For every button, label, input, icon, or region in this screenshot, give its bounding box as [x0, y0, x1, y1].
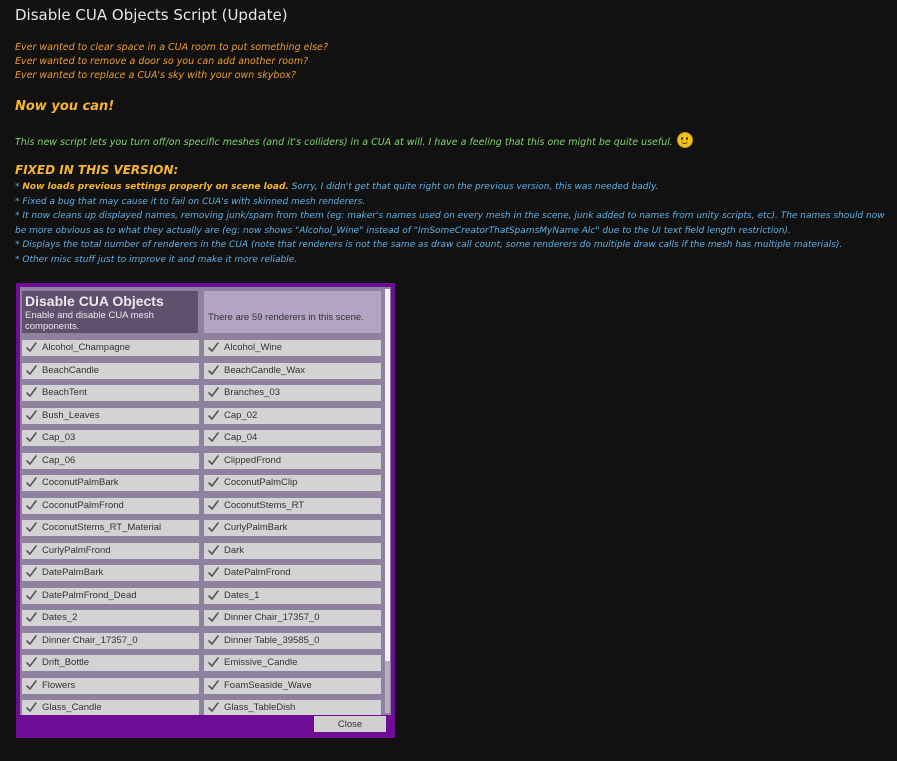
checkmark-icon[interactable]	[207, 701, 220, 714]
mesh-toggle[interactable]	[204, 340, 381, 356]
scrollbar-thumb[interactable]	[385, 289, 390, 661]
mesh-toggle[interactable]	[204, 498, 381, 514]
mesh-toggle[interactable]	[22, 700, 199, 715]
checkmark-icon[interactable]	[207, 341, 220, 354]
mesh-toggle[interactable]	[22, 385, 199, 401]
checkmark-icon[interactable]	[207, 544, 220, 557]
checkmark-icon[interactable]	[207, 679, 220, 692]
mesh-toggle[interactable]	[22, 565, 199, 581]
checkmark-icon[interactable]	[25, 409, 38, 422]
fix-item: * It now cleans up displayed names, removing junk/spam from them (eg: maker's names used on every mesh in the scene, junk added to names from unity scripts, etc). The names should now be more obvious as to what they actually are (eg: now shows "Alcohol_Wine" instead of "ImSomeCreatorThatSpamsMyName Alc" due to the UI text field length restriction).	[15, 211, 885, 236]
mesh-toggle[interactable]	[22, 408, 199, 424]
mesh-toggle-label: Bush_Leaves	[42, 409, 100, 421]
intro-line: Ever wanted to clear space in a CUA room to put something else?	[15, 42, 328, 53]
checkmark-icon[interactable]	[207, 499, 220, 512]
mesh-toggle[interactable]	[22, 430, 199, 446]
mesh-toggle-label: FoamSeaside_Wave	[224, 679, 312, 691]
panel-title: Disable CUA Objects	[25, 293, 164, 309]
mesh-toggle-label: CurlyPalmFrond	[42, 544, 111, 556]
mesh-toggle[interactable]	[204, 543, 381, 559]
checkmark-icon[interactable]	[25, 634, 38, 647]
checkmark-icon[interactable]	[207, 386, 220, 399]
intro-block	[15, 41, 328, 83]
mesh-toggle-label: Cap_02	[224, 409, 258, 421]
checkmark-icon[interactable]	[25, 431, 38, 444]
mesh-toggle-label: Cap_06	[42, 454, 76, 466]
mesh-toggle-label: Dates_2	[42, 612, 78, 623]
now-you-can-heading: Now you can!	[15, 99, 115, 114]
panel-subtitle: Enable and disable CUA mesh components.	[25, 310, 154, 332]
intro-line: Ever wanted to replace a CUA's sky with your own skybox?	[15, 70, 296, 81]
mesh-toggle-label: Emissive_Candle	[224, 657, 298, 668]
mesh-toggle-label: Flowers	[42, 679, 76, 691]
mesh-toggle-label: Alcohol_Wine	[224, 342, 283, 353]
checkmark-icon[interactable]	[207, 431, 220, 444]
mesh-toggle[interactable]	[22, 453, 199, 469]
mesh-toggle-label: BeachCandle_Wax	[224, 364, 305, 376]
checkmark-icon[interactable]	[207, 566, 220, 579]
mesh-toggle[interactable]	[22, 610, 199, 626]
mesh-toggle-label: Glass_Candle	[42, 702, 102, 713]
mesh-toggle[interactable]	[204, 453, 381, 469]
mesh-toggle[interactable]	[204, 610, 381, 626]
fixed-heading: FIXED IN THIS VERSION:	[15, 163, 179, 177]
mesh-toggle-label: CoconutPalmFrond	[42, 499, 124, 511]
mesh-toggle[interactable]	[204, 588, 381, 604]
checkmark-icon[interactable]	[207, 589, 220, 602]
panel-header	[22, 291, 198, 333]
fix-item: * Displays the total number of renderers in the CUA (note that renderers is not the same as draw call count, some renderers do multiple draw calls if the mesh has multiple materials).	[15, 240, 843, 250]
mesh-toggle-label: Dinner Table_39585_0	[224, 634, 320, 646]
mesh-toggle-label: DatePalmFrond_Dead	[42, 589, 137, 601]
mesh-toggle-label: CoconutPalmBark	[42, 477, 119, 488]
mesh-toggle-label: Cap_03	[42, 432, 76, 443]
mesh-toggle[interactable]	[204, 408, 381, 424]
fix-text: Sorry, I didn't get that quite right on the previous version, this was needed badly.	[288, 182, 659, 192]
panel-content	[20, 287, 391, 715]
mesh-toggle[interactable]	[22, 678, 199, 694]
fix-list	[15, 180, 895, 267]
checkmark-icon[interactable]	[25, 386, 38, 399]
mesh-toggle[interactable]	[22, 588, 199, 604]
mesh-toggle[interactable]	[22, 543, 199, 559]
mesh-toggle[interactable]	[204, 430, 381, 446]
checkmark-icon[interactable]	[25, 521, 38, 534]
checkmark-icon[interactable]	[25, 341, 38, 354]
description-line	[15, 132, 693, 148]
post-title: Disable CUA Objects Script (Update)	[15, 6, 288, 24]
checkmark-icon[interactable]	[25, 454, 38, 467]
mesh-toggle[interactable]	[204, 655, 381, 671]
checkmark-icon[interactable]	[207, 656, 220, 669]
description-text: This new script lets you turn off/on specific meshes (and it's colliders) in a CUA at will. I have a feeling that this one might be quite useful.	[15, 137, 673, 148]
checkmark-icon[interactable]	[207, 611, 220, 624]
checkmark-icon[interactable]	[25, 611, 38, 624]
intro-line: Ever wanted to remove a door so you can add another room?	[15, 56, 309, 67]
mesh-toggle-label: Drift_Bottle	[42, 657, 89, 668]
checkmark-icon[interactable]	[207, 409, 220, 422]
checkmark-icon[interactable]	[25, 476, 38, 489]
mesh-toggle[interactable]	[204, 633, 381, 649]
mesh-toggle[interactable]	[22, 475, 199, 491]
mesh-toggle[interactable]	[204, 363, 381, 379]
fix-item: * Now loads previous settings properly on scene load. Sorry, I didn't get that quite right on the previous version, this was needed badly.	[15, 182, 659, 192]
mesh-toggle-label: CoconutStems_RT	[224, 499, 305, 511]
mesh-toggle-label: Dark	[224, 544, 245, 556]
mesh-toggle[interactable]	[204, 385, 381, 401]
mesh-toggle-label: Glass_TableDish	[224, 702, 296, 713]
mesh-toggle[interactable]	[22, 340, 199, 356]
checkmark-icon[interactable]	[25, 701, 38, 714]
mesh-toggle-label: ClippedFrond	[224, 454, 282, 466]
close-button[interactable]: Close	[314, 716, 386, 732]
scrollbar[interactable]	[385, 289, 390, 713]
checkmark-icon[interactable]	[207, 454, 220, 467]
mesh-toggle-label: BeachTent	[42, 387, 87, 398]
mesh-toggle-label: BeachCandle	[42, 364, 100, 376]
fix-highlight: Now loads previous settings properly on scene load.	[22, 182, 289, 192]
mesh-toggle[interactable]	[22, 655, 199, 671]
fix-item: * Other misc stuff just to improve it and make it more reliable.	[15, 254, 298, 265]
checkmark-icon[interactable]	[25, 656, 38, 669]
renderer-count-text: There are 59 renderers in this scene.	[208, 312, 364, 323]
checkmark-icon[interactable]	[25, 499, 38, 512]
mesh-toggle-label: CurlyPalmBark	[224, 522, 288, 533]
checkmark-icon[interactable]	[207, 521, 220, 534]
mesh-toggle-label: Branches_03	[224, 387, 280, 398]
mesh-toggle[interactable]	[204, 700, 381, 715]
mesh-toggle-label: Dinner Chair_17357_0	[42, 634, 138, 646]
mesh-toggle-label: DatePalmFrond	[224, 567, 291, 578]
checkmark-icon[interactable]	[25, 589, 38, 602]
mesh-toggle-label: Dinner Chair_17357_0	[224, 612, 320, 623]
checkmark-icon[interactable]	[207, 364, 220, 377]
renderer-count-box	[204, 291, 381, 333]
mesh-toggle[interactable]	[204, 565, 381, 581]
fix-item: * Fixed a bug that may cause it to fail on CUA's with skinned mesh renderers.	[15, 196, 366, 207]
mesh-toggle[interactable]	[22, 520, 199, 536]
mesh-toggle[interactable]	[204, 475, 381, 491]
checkmark-icon[interactable]	[25, 566, 38, 579]
mesh-toggle-label: DatePalmBark	[42, 567, 104, 578]
mesh-toggle-label: Alcohol_Champagne	[42, 342, 131, 353]
mesh-toggle[interactable]	[22, 498, 199, 514]
mesh-toggle[interactable]	[22, 633, 199, 649]
checkmark-icon[interactable]	[25, 364, 38, 377]
checkmark-icon[interactable]	[25, 679, 38, 692]
mesh-toggle-label: Dates_1	[224, 589, 260, 601]
mesh-toggle-label: Cap_04	[224, 432, 258, 443]
checkmark-icon[interactable]	[207, 634, 220, 647]
checkmark-icon[interactable]	[207, 476, 220, 489]
disable-cua-objects-panel	[16, 283, 395, 738]
checkmark-icon[interactable]	[25, 544, 38, 557]
mesh-toggle[interactable]	[204, 520, 381, 536]
mesh-toggle[interactable]	[204, 678, 381, 694]
mesh-toggle-label: CoconutStems_RT_Material	[42, 522, 162, 533]
mesh-toggle[interactable]	[22, 363, 199, 379]
mesh-toggle-label: CoconutPalmClip	[224, 477, 298, 488]
smiley-face-icon	[677, 132, 693, 148]
